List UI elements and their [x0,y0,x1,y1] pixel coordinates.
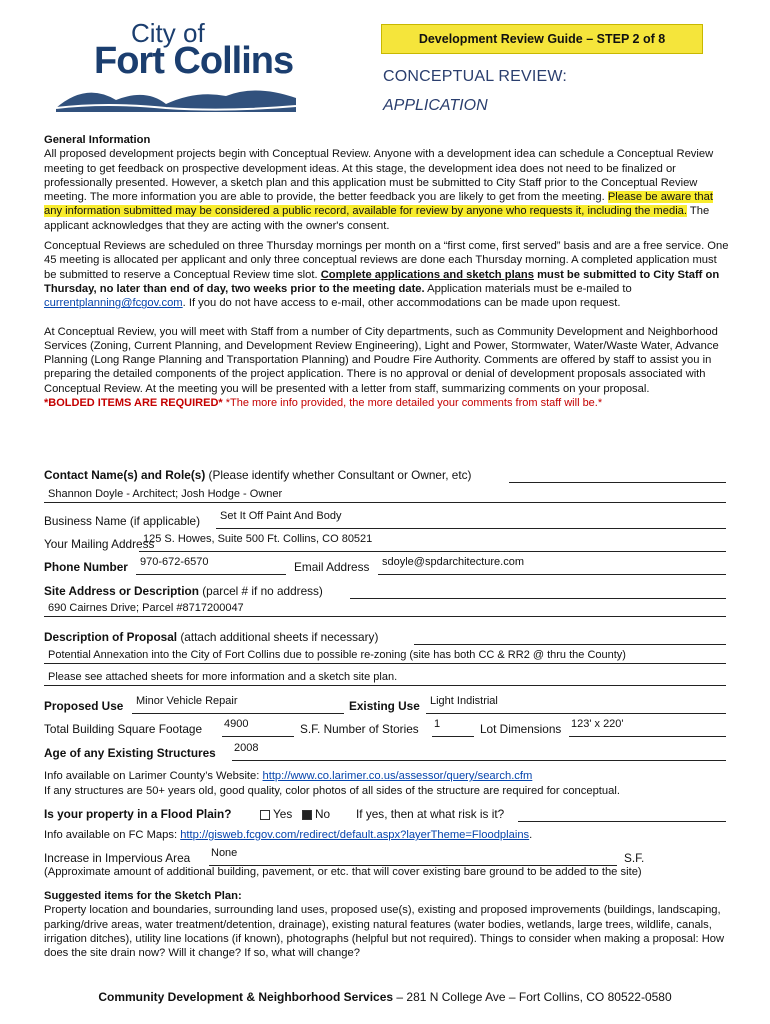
contact-row [44,468,726,486]
risk-field[interactable] [518,807,726,822]
intro-paragraph [44,147,730,233]
contact-label: Contact Name(s) and Role(s) [44,468,206,482]
required-note [44,396,730,410]
required-items-note: *BOLDED ITEMS ARE REQUIRED* [44,397,223,410]
mountain-logo-icon [46,78,306,114]
intro-text: All proposed development projects begin with Conceptual Review. Anyone with a development idea can schedule a Conceptual Review meeting to get feedback on prospective development ideas. At this stage, the development idea does not need to be finalized or professionally presented. However, a sketch plan and this application must be submitted to City Staff prior to the Conceptual Review meeting. The more information you are able to provide, the better feedback you are likely to get from the meeting. [44,148,714,204]
age-label: Age of any Existing Structures [44,746,216,760]
use-row [44,695,726,717]
description-value-1: Potential Annexation into the City of Fort Collins due to possible re-zoning (site has both CC & RR2 @ thru the County) [48,649,626,661]
sketch-plan-section [44,889,730,960]
proposed-use-field[interactable] [132,695,344,714]
stories-value: 1 [434,718,441,730]
flood-plain-label: Is your property in a Flood Plain? [44,807,232,821]
consent-text: The applicant acknowledges that they are acting with the owner's consent. [44,205,710,232]
site-label: Site Address or Description [44,584,199,598]
impervious-label: Increase in Impervious Area [44,851,191,865]
existing-use-field[interactable] [426,695,726,714]
proposed-use-label: Proposed Use [44,699,124,713]
mailing-row [44,533,726,555]
meeting-paragraph: At Conceptual Review, you will meet with Staff from a number of City departments, such as Community Development and Neighborhood Services (Zoning, Current Planning, and Development Review Engineering), Light and Power, Stormwater, Water/Waste Water, Advance Planning (Long Range Planning and Transportation Planning) and Poudre Fire Authority. Comments are offered by staff to assist you in preparing the detailed components of the project application. There is no approval or denial of development proposals associated with Conceptual Review. At the meeting you will be presented with a letter from staff, summarizing comments on your proposal. [44,325,719,395]
proposed-use-value: Minor Vehicle Repair [136,695,238,707]
description-label: Description of Proposal [44,630,178,644]
schedule-paragraph [44,239,730,310]
impervious-unit: S.F. [624,851,645,865]
email-value: sdoyle@spdarchitecture.com [382,556,525,568]
fcmaps-period: . [529,829,533,841]
page-subtitle: APPLICATION [383,97,488,114]
description-value-row-1 [44,649,726,667]
impervious-value: None [211,847,238,859]
email-label: Email Address [294,560,370,574]
step-indicator: Development Review Guide – STEP 2 of 8 [381,24,703,54]
flood-no-option[interactable] [302,807,330,821]
business-value: Set It Off Paint And Body [220,510,342,522]
phone-email-row [44,556,726,578]
age-value: 2008 [234,742,259,754]
stories-label: S.F. Number of Stories [300,722,419,736]
dimensions-row [44,718,726,740]
description-field-1[interactable] [44,649,726,664]
city-logo [46,16,306,116]
email-instructions: Application materials must be e-mailed to [424,282,632,295]
square-footage-value: 4900 [224,718,249,730]
email-link[interactable]: currentplanning@fcgov.com [44,297,183,310]
business-label: Business Name (if applicable) [44,514,201,528]
description-value-row-2 [44,671,726,689]
yes-checkbox-icon[interactable] [260,810,270,820]
description-value-2: Please see attached sheets for more information and a sketch site plan. [48,671,398,683]
contact-value: Shannon Doyle - Architect; Josh Hodge - Owner [48,488,283,500]
general-heading: General Information [44,134,151,146]
public-record-notice: Please be aware that any information submitted may be considered a public record, available for review by anyone who requests it, including the media. [44,191,713,218]
photo-row: If any structures are 50+ years old, good quality, color photos of all sides of the structure are required for conceptual. [44,785,620,797]
description-hint: (attach additional sheets if necessary) [177,630,379,644]
mailing-value: 125 S. Howes, Suite 500 Ft. Collins, CO 80521 [143,533,373,545]
square-footage-field[interactable] [222,718,294,737]
larimer-text: Info available on Larimer County’s Website: [44,770,263,782]
sketch-text: Property location and boundaries, surrounding land uses, proposed use(s), existing and proposed improvements (buildings, landscaping, parking/drive areas, water treatment/detention, drainage), existing natural features (water bodies, wetlands, large trees, wildlife, canals, irrigation ditches), utility line locations (if known), photographs (helpful but not required). Things to consider when making a proposal: How does the site drain now? Will it change? If so, what will change? [44,904,725,960]
site-line[interactable] [350,584,726,599]
square-footage-label: Total Building Square Footage [44,722,203,736]
existing-use-label: Existing Use [349,699,420,713]
yes-label: Yes [273,807,293,821]
fcmaps-row [44,829,726,847]
business-row [44,510,726,532]
mailing-field[interactable] [139,533,726,552]
footer-department: Community Development & Neighborhood Services [98,990,394,1004]
stories-field[interactable] [432,718,474,737]
impervious-note: (Approximate amount of additional building, pavement, or etc. that will cover existing bare ground to be added to the site) [44,866,642,878]
phone-field[interactable] [136,556,286,575]
site-field[interactable] [44,602,726,617]
site-hint: (parcel # if no address) [198,584,323,598]
mailing-label: Your Mailing Address [44,537,155,551]
no-label: No [315,807,331,821]
lot-dimensions-field[interactable] [569,718,726,737]
flood-yes-option[interactable] [260,807,292,821]
fcmaps-text: Info available on FC Maps: [44,829,181,841]
impervious-field[interactable] [209,847,617,866]
page-title: CONCEPTUAL REVIEW: [383,68,568,85]
age-field[interactable] [232,742,726,761]
site-value-row [44,602,726,620]
deadline-emphasis: Complete applications and sketch plans [320,268,534,281]
site-value: 690 Cairnes Drive; Parcel #8717200047 [48,602,244,614]
contact-line[interactable] [509,468,726,483]
fcmaps-link[interactable]: http://gisweb.fcgov.com/redirect/default.aspx?layerTheme=Floodplains [180,829,530,841]
contact-value-row [44,488,726,506]
email-field[interactable] [378,556,726,575]
contact-field[interactable] [44,488,726,503]
general-information-section [44,133,730,410]
sketch-heading: Suggested items for the Sketch Plan: [44,890,242,902]
no-checkbox-icon[interactable] [302,810,312,820]
flood-row [44,807,726,825]
schedule-text: Conceptual Reviews are scheduled on three Thursday mornings per month on a “first come, first served” basis and are a free service. One 45 meeting is allocated per applicant and only three conceptual reviews are done each Thursday morning. A completed application must be submitted to reserve a Conceptual Review time slot. [44,240,729,281]
description-row [44,630,726,648]
page-footer [0,990,770,1004]
logo-city-of: City of [131,18,205,48]
age-row [44,742,726,764]
footer-address: – 281 N College Ave – Fort Collins, CO 80522-0580 [393,990,672,1004]
lot-dimensions-value: 123' x 220' [571,718,624,730]
risk-label: If yes, then at what risk is it? [356,807,505,821]
contact-hint: (Please identify whether Consultant or Owner, etc) [205,468,472,482]
existing-use-value: Light Indistrial [430,695,498,707]
business-field[interactable] [216,510,726,529]
deadline-text: must be submitted to City Staff on Thursday, no later than end of day, two weeks prior to the meeting date. [44,268,720,295]
accommodation-text: . If you do not have access to e-mail, other accommodations can be made upon request. [182,297,621,310]
lot-dimensions-label: Lot Dimensions [480,722,562,736]
description-field-2[interactable] [44,671,726,686]
description-line[interactable] [414,630,726,645]
site-row [44,584,726,602]
logo-fort-collins: Fort Collins [94,40,294,82]
phone-label: Phone Number [44,560,128,574]
phone-value: 970-672-6570 [140,556,209,568]
more-info-note: *The more info provided, the more detailed your comments from staff will be.* [222,397,603,410]
larimer-link[interactable]: http://www.co.larimer.co.us/assessor/query/search.cfm [262,770,533,782]
